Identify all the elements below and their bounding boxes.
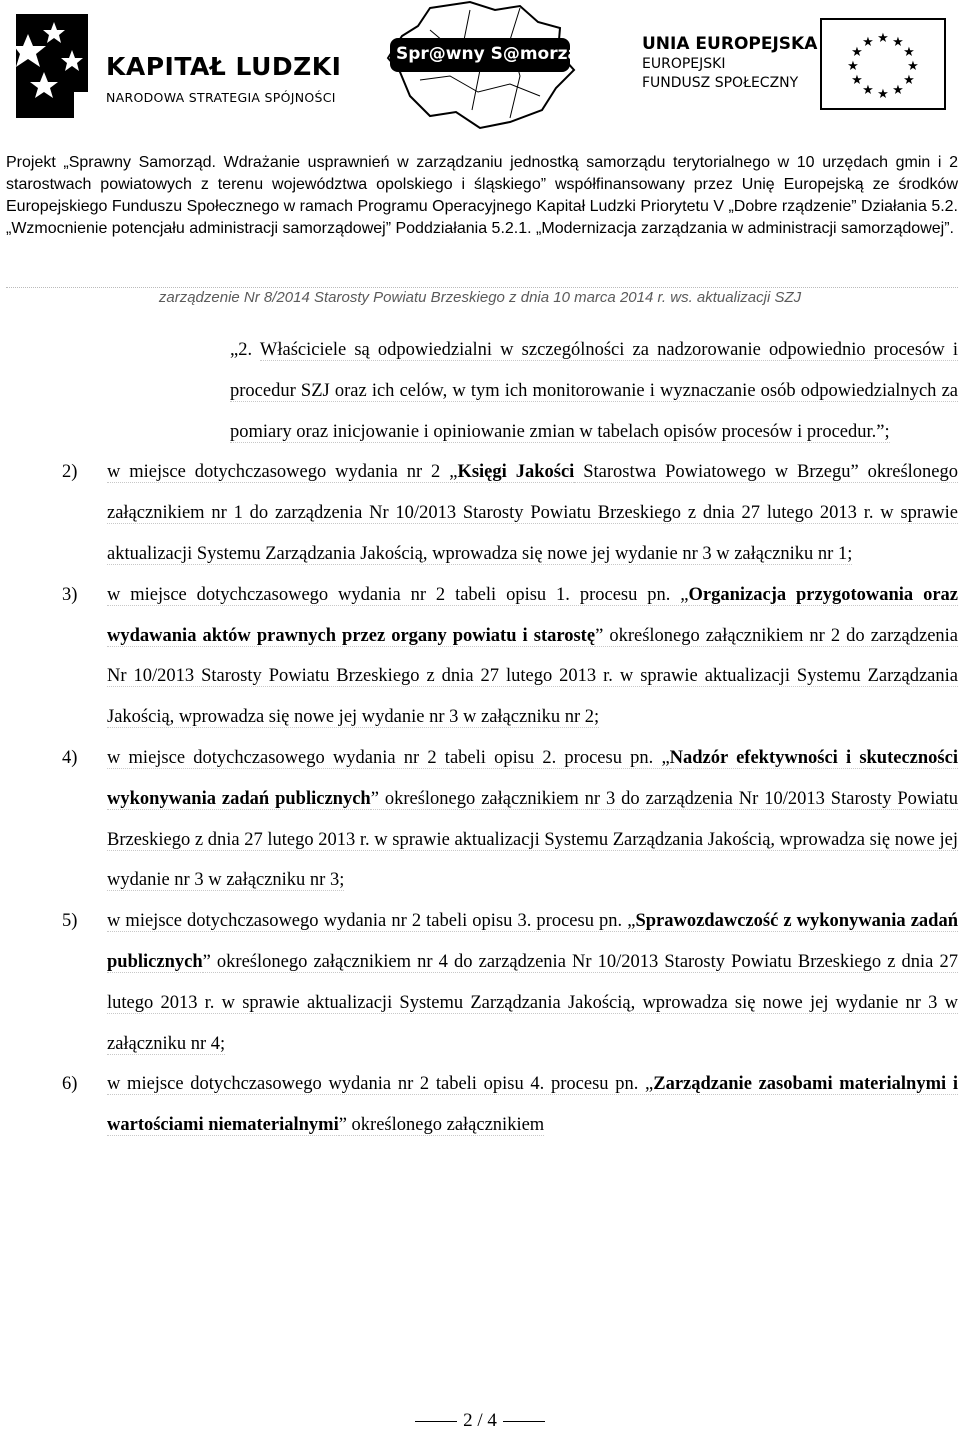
svg-text:★: ★ xyxy=(907,59,919,74)
list-item-number: 6) xyxy=(62,1074,78,1095)
quote-prefix: „2. xyxy=(230,340,260,360)
header-logos xyxy=(0,0,960,150)
svg-text:★: ★ xyxy=(892,83,904,98)
list-item-post: ” określonego załącznikiem xyxy=(338,1115,545,1136)
footer-dash-left xyxy=(415,1421,457,1422)
svg-text:★: ★ xyxy=(877,31,889,46)
svg-text:★: ★ xyxy=(877,87,889,102)
project-description: Projekt „Sprawny Samorząd. Wdrażanie usprawnień w zarządzaniu jednostką samorządu terytorialnego w 10 urzędach gmin i 2 starostwach powiatowych z terenu województwa opolskiego i śląskiego” współfinansowany przez Unię Europejską ze środków Europejskiego Funduszu Społecznego w ramach Programu Operacyjnego Kapitał Ludzki Priorytetu V „Dobre rządzenie” Działania 5.2. „Wzmocnienie potencjału administracji samorządowej” Poddziałania 5.2.1. „Modernizacja zarządzania w administracji samorządowej”. xyxy=(6,154,958,237)
list-item-pre: w miejsce dotychczasowego wydania nr 2 tabeli opisu 1. procesu pn. „ xyxy=(107,584,689,605)
footer-dash-right xyxy=(503,1421,545,1422)
list-item-pre: w miejsce dotychczasowego wydania nr 2 tabeli opisu 2. procesu pn. „ xyxy=(107,747,670,768)
ue-line-1: UNIA EUROPEJSKA xyxy=(642,34,818,54)
svg-text:★: ★ xyxy=(862,83,874,98)
svg-text:★: ★ xyxy=(903,45,915,60)
svg-text:★: ★ xyxy=(851,73,863,88)
list-item-bold: Zarządzanie zasobami materialnymi i wartościami niematerialnymi xyxy=(107,1074,958,1136)
ue-line-2: EUROPEJSKI xyxy=(642,56,726,72)
list-item-post: ” określonego załącznikiem nr 4 do zarządzenia Nr 10/2013 Starosty Powiatu Brzeskiego z dnia 27 lutego 2013 r. w sprawie aktualizacji Systemu Zarządzania Jakością, wprowadza się nowe jej wydanie nr 3 w załączniku nr 4; xyxy=(107,951,958,1054)
region-map-icon xyxy=(360,0,600,130)
list-item-bold: Organizacja przygotowania oraz wydawania aktów prawnych przez organy powiatu i starostę xyxy=(107,584,958,646)
list-item-post: ” określonego załącznikiem nr 2 do zarządzenia Nr 10/2013 Starosty Powiatu Brzeskiego z dnia 27 lutego 2013 r. w sprawie aktualizacji Systemu Zarządzania Jakością, wprowadza się nowe jej wydanie nr 3 w załączniku nr 2; xyxy=(107,625,959,728)
list-item xyxy=(0,452,958,574)
quote-text: Właściciele są odpowiedzialni w szczególności za nadzorowanie odpowiednio procesów i procedur SZJ oraz ich celów, w tym ich monitorowanie i wyznaczanie osób odpowiedzialnych za pomiary oraz inicjowanie i opiniowanie zmian w tabelach opisów procesów i procedur.”; xyxy=(230,340,958,442)
list-item xyxy=(0,575,958,738)
svg-text:★: ★ xyxy=(862,35,874,50)
list-item-post: Starostwa Powiatowego w Brzegu” określonego załącznikiem nr 1 do zarządzenia Nr 10/2013 Starosty Powiatu Brzeskiego z dnia 27 lutego 2013 r. w sprawie aktualizacji Systemu Zarządzania Jakością, wprowadza się nowe jej wydanie nr 3 w załączniku nr 1; xyxy=(107,462,958,564)
list-item-bold: Sprawozdawczość z wykonywania zadań publicznych xyxy=(107,911,958,972)
list-item-pre: w miejsce dotychczasowego wydania nr 2 tabeli opisu 4. procesu pn. „ xyxy=(107,1074,654,1095)
eu-flag-icon xyxy=(820,18,946,110)
list-item-number: 5) xyxy=(62,911,78,932)
page-footer xyxy=(0,1410,960,1432)
svg-text:★: ★ xyxy=(903,73,915,88)
header-divider xyxy=(6,287,958,288)
kapital-ludzki-logo xyxy=(14,12,344,122)
svg-text:★: ★ xyxy=(847,59,859,74)
page-number: 2 / 4 xyxy=(463,1410,497,1431)
list-item-post: ” określonego załącznikiem nr 3 do zarządzenia Nr 10/2013 Starosty Powiatu Brzeskiego z dnia 27 lutego 2013 r. w sprawie aktualizacji Systemu Zarządzania Jakością, wprowadza się nowe jej wydanie nr 3 w załączniku nr 3; xyxy=(107,788,959,891)
list-item xyxy=(0,901,958,1064)
ue-line-3: FUNDUSZ SPOŁECZNY xyxy=(642,75,799,91)
list-item-bold: Księgi Jakości xyxy=(457,462,575,483)
sprawny-samorzad-text: Spr@wny S@morząd xyxy=(396,44,592,64)
kapital-ludzki-title: KAPITAŁ LUDZKI xyxy=(106,52,342,81)
list-item xyxy=(0,1064,958,1146)
kapital-ludzki-subtitle: NARODOWA STRATEGIA SPÓJNOŚCI xyxy=(106,90,336,105)
svg-text:★: ★ xyxy=(892,35,904,50)
document-body xyxy=(0,330,960,1146)
svg-text:★: ★ xyxy=(851,45,863,60)
list-item xyxy=(0,738,958,901)
list-item-number: 4) xyxy=(62,747,78,768)
list-item-number: 2) xyxy=(62,462,78,483)
list-item-number: 3) xyxy=(62,584,78,605)
list-item-pre: w miejsce dotychczasowego wydania nr 2 tabeli opisu 3. procesu pn. „ xyxy=(107,911,636,932)
kapital-ludzki-emblem-icon xyxy=(14,12,94,122)
list-item-bold: Nadzór efektywności i skuteczności wykonywania zadań publicznych xyxy=(107,747,958,809)
quoted-paragraph xyxy=(230,330,958,452)
document-reference: zarządzenie Nr 8/2014 Starosty Powiatu Brzeskiego z dnia 10 marca 2014 r. ws. aktualizacji SZJ xyxy=(158,289,802,306)
sprawny-samorzad-logo xyxy=(360,0,600,130)
eu-logo xyxy=(630,12,950,122)
list-item-pre: w miejsce dotychczasowego wydania nr 2 „ xyxy=(107,462,458,483)
